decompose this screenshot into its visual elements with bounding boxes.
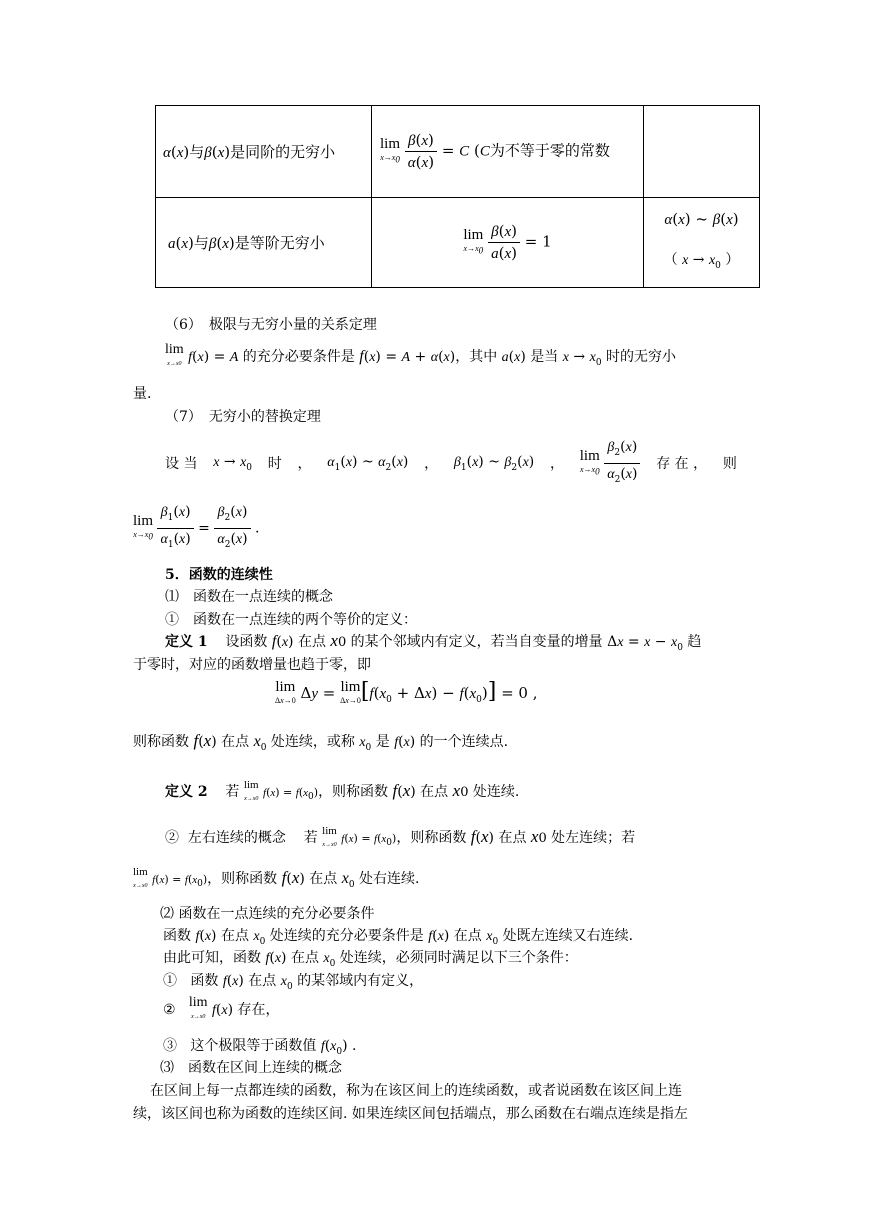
section-6-title: （6） 极限与无穷小量的关系定理 [165,317,377,333]
table-row [156,106,760,198]
section-7-text: 设 当 $x \to x_0$ 时 ， $\alpha_1(x)$ ~ $\alpha_2(x)$ ， $\beta_1(x)$ ~ $\beta_2(x)$ ， lim $x\to x_0$ $\frac{\beta_2(x)}{\alpha_2(x)}$ 存 在 ， 则 [165,439,737,485]
section-6-tail: 量. [133,386,152,402]
table-cell: a(x)与β(x)是等阶无穷小 [156,198,372,288]
part-2-line1: 函数 f(x) 在点 $x_0$ 处连续的充分必要条件是 f(x) 在点 $x_0$ 处既左连续又右连续. [163,928,634,947]
condition-1: ① 函数 f(x) 在点 $x_0$ 的某邻域内有定义， [163,973,424,992]
part-3-line1: 在区间上每一点都连续的函数，称为在该区间上的连续函数，或者说函数在该区间上连 [150,1083,682,1099]
definition-1-line3: 则称函数 f(x) 在点 $x_0$ 处连续，或称 $x_0$ 是 f(x) 的一个连续点. [133,731,509,753]
definition-2: 定义 2 若 lim x→x0 $f(x) = f(x_0)$，则称函数 f(x) 在点 x0 处连续. [165,779,520,803]
table-cell [644,106,760,198]
table-cell: lim $x\to x_0$ $\frac{\beta(x)}{a(x)}$ = 1 [372,198,644,288]
part-2-line2: 由此可知，函数 f(x) 在点 $x_0$ 处连续，必须同时满足以下三个条件： [163,950,578,969]
part-3-line2: 续，该区间也称为函数的连续区间. 如果连续区间包括端点，那么函数在右端点连续是指左 [133,1106,688,1122]
table-cell: α(x) ~ β(x) （ $x \to x_0$ ） [644,198,760,288]
section-5-title: 5．函数的连续性 [165,567,273,583]
part-1-title: ⑴ 函数在一点连续的概念 [165,589,333,605]
section-7-result: lim $x\to x_0$ $\frac{\beta_1(x)}{\alpha_1(x)}$ = $\frac{\beta_2(x)}{\alpha_2(x)}$ . [133,504,260,550]
left-right-continuity-line2: lim x→x0 $f(x) = f(x_0)$，则称函数 f(x) 在点 $x_0$ 处右连续. [133,866,420,890]
section-7-title: （7） 无穷小的替换定理 [165,409,321,425]
definition-1-label: 定义 1 [165,634,208,650]
table-row [156,198,760,288]
part-2-title: ⑵ 函数在一点连续的充分必要条件 [160,906,375,922]
definition-1-line2: 于零时，对应的函数增量也趋于零，即 [133,657,371,673]
condition-3: ③ 这个极限等于函数值 $f(x_0)$ . [163,1038,357,1057]
condition-2: ② lim x→x0 f(x) 存在， [163,995,280,1020]
part-3-title: ⑶ 函数在区间上连续的概念 [160,1060,342,1076]
definition-1-formula: lim Δx→0 Δy = lim Δx→0 $[f(x_0 + \Delta x) - f(x_0)] = 0$ , [275,679,538,705]
table-cell: α(x)与β(x)是同阶的无穷小 [156,106,372,198]
definition-1-line1: 定义 1 设函数 f(x) 在点 x0 的某个邻域内有定义，若当自变量的增量 $\Delta x = x - x_0$ 趋 [165,631,702,653]
table-cell: lim $x\to x_0$ $\frac{\beta(x)}{\alpha(x)}$ = C (C为不等于零的常数 [372,106,644,198]
part-1-subtitle: ① 函数在一点连续的两个等价的定义： [165,612,417,628]
infinitesimal-table [155,105,760,288]
definition-2-label: 定义 2 [165,784,208,800]
left-right-continuity-line1: ② 左右连续的概念 若 lim x→x0 $f(x) = f(x_0)$，则称函数 f(x) 在点 x0 处左连续；若 [165,825,636,849]
section-6-text: lim x→x0 f(x) = A 的充分必要条件是 f(x) = A + α(x)，其中 a(x) 是当 $x \to x_0$ 时的无穷小 [165,342,676,368]
